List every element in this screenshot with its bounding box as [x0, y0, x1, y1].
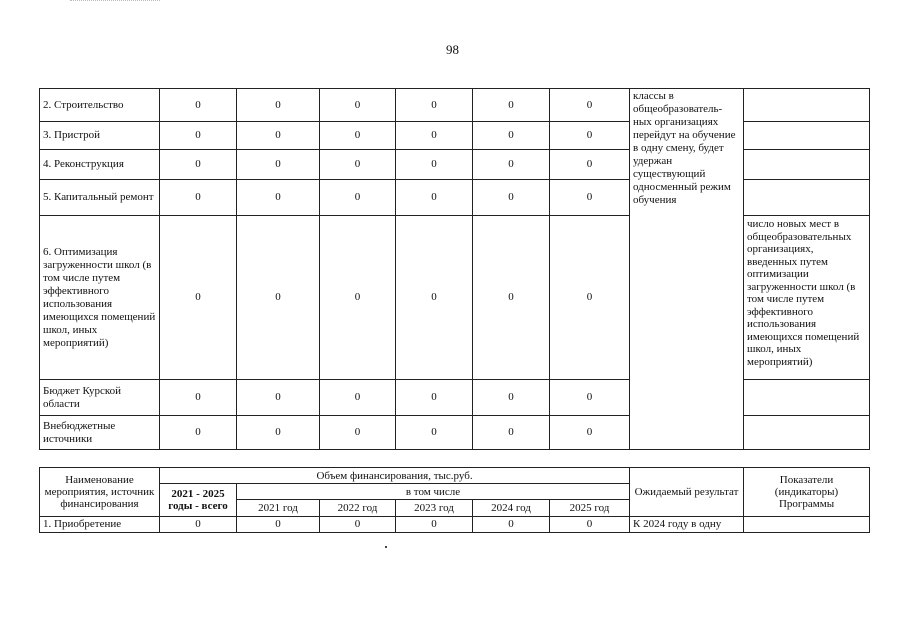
table-cell: 0 [320, 517, 396, 533]
header-year: 2025 год [550, 500, 630, 517]
row-name: 6. Оптимизация загруженности школ (в том числе путем эффективного использования имеющихся помещений школ, иных мероприятий) [40, 216, 160, 380]
header-expected: Ожидаемый результат [630, 468, 744, 517]
table-cell: 0 [396, 150, 473, 180]
table-cell: 0 [473, 89, 550, 122]
table-cell: 0 [396, 380, 473, 416]
row-name: 4. Реконструкция [40, 150, 160, 180]
header-year: 2024 год [473, 500, 550, 517]
header-funding: Объем финансирования, тыс.руб. [160, 468, 630, 484]
table-cell: 0 [473, 216, 550, 380]
header-row [40, 468, 870, 484]
table-cell: 0 [550, 122, 630, 150]
table-cell: 0 [160, 416, 237, 450]
table-cell: 0 [237, 150, 320, 180]
table-cell: 0 [473, 380, 550, 416]
table-cell: 0 [320, 380, 396, 416]
table-cell: 0 [237, 416, 320, 450]
table-cell: 0 [160, 89, 237, 122]
table-cell: 0 [237, 216, 320, 380]
table-row [40, 122, 870, 150]
indicator-cell-empty [744, 89, 870, 122]
indicator-cell: число новых мест в общеобразовательных организациях, введенных путем оптимизации загруженности школ (в том числе путем эффективного использования имеющихся помещений школ, иных мероприятий) [744, 216, 870, 380]
header-name: Наименование мероприятия, источник финансирования [40, 468, 160, 517]
table-cell: 0 [160, 216, 237, 380]
table-row [40, 380, 870, 416]
table-cell: 0 [237, 89, 320, 122]
header-including: в том числе [237, 484, 630, 500]
table-cell: 0 [160, 517, 237, 533]
expected-result-cell: К 2024 году в одну [630, 517, 744, 533]
table-cell: 0 [237, 180, 320, 216]
header-year: 2023 год [396, 500, 473, 517]
table-cell: 0 [550, 89, 630, 122]
table-row [40, 416, 870, 450]
table-cell: 0 [550, 380, 630, 416]
table-cell: 0 [550, 150, 630, 180]
table-cell: 0 [473, 416, 550, 450]
table-row [40, 517, 870, 533]
header-year: 2021 год [237, 500, 320, 517]
table-cell: 0 [396, 216, 473, 380]
row-name: 5. Капитальный ремонт [40, 180, 160, 216]
indicator-cell-empty [744, 150, 870, 180]
table-cell: 0 [237, 517, 320, 533]
table-cell: 0 [396, 89, 473, 122]
table-cell: 0 [396, 122, 473, 150]
table-cell: 0 [237, 380, 320, 416]
table-row [40, 150, 870, 180]
indicator-cell-empty [744, 122, 870, 150]
table-cell: 0 [550, 416, 630, 450]
table-cell: 0 [396, 180, 473, 216]
table-row [40, 180, 870, 216]
table-cell: 0 [320, 416, 396, 450]
table-cell: 0 [550, 216, 630, 380]
header-indicators: Показатели (индикаторы) Программы [744, 468, 870, 517]
indicator-cell [744, 517, 870, 533]
table-cell: 0 [396, 517, 473, 533]
table-cell: 0 [320, 180, 396, 216]
table-cell: 0 [160, 380, 237, 416]
page-number: 98 [446, 42, 459, 57]
indicator-cell-empty [744, 380, 870, 416]
table-cell: 0 [160, 180, 237, 216]
scan-artifact [70, 0, 160, 4]
table-cell: 0 [396, 416, 473, 450]
table-cell: 0 [320, 216, 396, 380]
table-row [40, 89, 870, 122]
table-cell: 0 [320, 150, 396, 180]
table-cell: 0 [473, 180, 550, 216]
table-cell: 0 [237, 122, 320, 150]
table-cell: 0 [320, 122, 396, 150]
table-cell: 0 [550, 180, 630, 216]
financing-table-continued [39, 88, 870, 450]
row-name: 1. Приобретение [40, 517, 160, 533]
header-total: 2021 - 2025 годы - всего [160, 484, 237, 517]
indicator-cell-empty [744, 416, 870, 450]
table-cell: 0 [550, 517, 630, 533]
row-name: 3. Пристрой [40, 122, 160, 150]
table-cell: 0 [473, 517, 550, 533]
expected-result-cell: классы в общеобразователь-ных организациях перейдут на обучение в одну смену, будет удержан существующий односменный режим обучения [630, 89, 744, 450]
table-cell: 0 [473, 150, 550, 180]
table-row [40, 216, 870, 380]
table-cell: 0 [160, 122, 237, 150]
financing-table-header [39, 467, 870, 533]
indicator-cell-empty [744, 180, 870, 216]
table-cell: 0 [320, 89, 396, 122]
scan-dot [385, 546, 387, 548]
table-cell: 0 [160, 150, 237, 180]
header-year: 2022 год [320, 500, 396, 517]
row-name: Внебюджетные источники [40, 416, 160, 450]
row-name: 2. Строительство [40, 89, 160, 122]
row-name: Бюджет Курской области [40, 380, 160, 416]
table-cell: 0 [473, 122, 550, 150]
